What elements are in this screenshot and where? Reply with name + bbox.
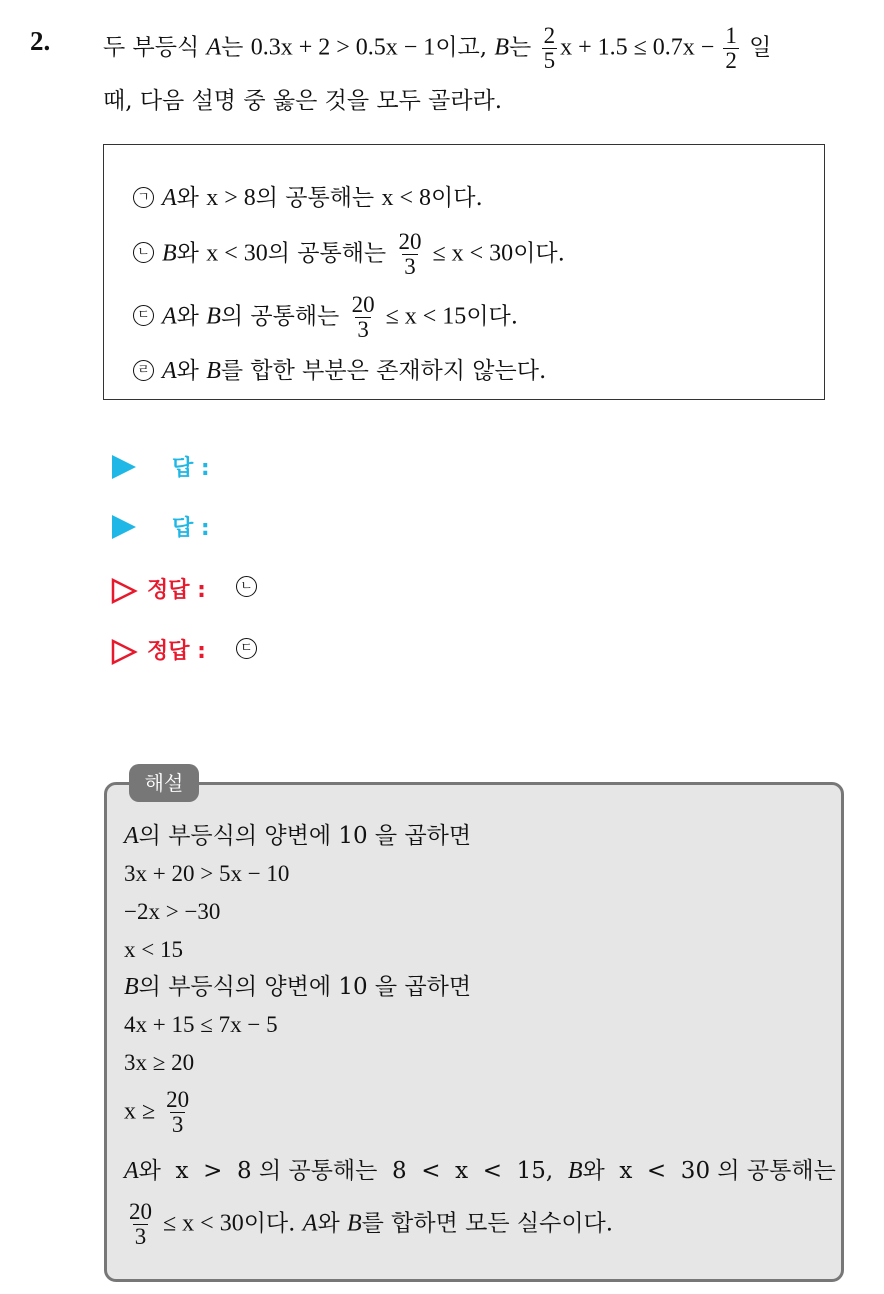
var-b: B [494,34,510,61]
choice-text: A [162,185,177,211]
fraction-numerator: 20 [351,292,375,317]
explanation-text: 를 합하면 모든 실수이다. [361,1210,614,1237]
fraction-denominator: 5 [543,48,556,73]
explanation-math: x ≥ [124,1098,162,1125]
choice-marker: ㄴ [236,576,257,597]
choice-text: 의 공통해는 [267,240,394,267]
explanation-line: 3x + 20 > 5x − 10 [124,861,290,886]
explanation-text: 와 x > 8 의 공통해는 8 < x < 15, [138,1158,568,1184]
choice-marker: ㄱ [133,187,154,208]
question-number: 2. [30,26,51,56]
fraction-numerator: 1 [725,23,737,48]
explanation-text: 이다. [243,1210,303,1237]
answer-label: 답 : [172,456,210,481]
var-b: B [124,974,139,1000]
var-b: B [567,1158,583,1184]
question-text: 이고, [435,34,495,61]
fraction-denominator: 2 [725,48,737,73]
fraction-denominator: 3 [404,254,416,279]
choice-text: 와 [176,240,207,267]
answer-arrow-icon [112,515,136,539]
fraction [127,1200,154,1249]
fraction [164,1088,191,1137]
correct-answer-2 [236,640,265,661]
var-a: A [124,823,139,849]
fraction [396,230,423,279]
choice-text: 와 [176,358,207,384]
fraction-denominator: 3 [134,1224,147,1249]
explanation-line [124,1088,194,1137]
choice-marker: ㄷ [236,638,257,659]
correct-label: 정답 : [147,578,206,603]
fraction-numerator: 20 [166,1087,190,1112]
explanation-line: x < 15 [124,937,183,962]
choice-text: 와 [176,185,207,211]
fraction [542,24,558,73]
var-b: B [346,1210,362,1237]
choice-text: B [162,240,177,267]
question-text: 일 [741,34,772,61]
choice-marker: ㄴ [133,242,154,263]
fraction [350,293,377,342]
explanation-line [124,1154,836,1188]
explanation-line: 4x + 15 ≤ 7x − 5 [124,1012,278,1037]
explanation-line: −2x > −30 [124,899,221,924]
fraction [723,24,739,73]
question-text: 는 [221,34,251,61]
choice-text: 이다. [513,240,565,267]
explanation-math: ≤ x < 30 [157,1210,244,1237]
choice-text: B [206,303,221,330]
correct-arrow-icon [110,638,138,666]
correct-arrow-icon [110,577,138,605]
question-line-2: 때, 다음 설명 중 옳은 것을 모두 골라라. [103,88,503,114]
explanation-text: 의 부등식의 양변에 10 을 곱하면 [138,823,472,849]
var-a: A [302,1210,318,1237]
choice-math: x < 8 [381,185,432,211]
choice-text: 의 공통해는 [255,185,382,211]
choice-text: A [162,358,177,384]
answer-label: 답 : [172,516,210,541]
fraction-denominator: 3 [171,1112,184,1137]
explanation-text: 와 x < 30 의 공통해는 [582,1158,836,1184]
choice-math: x < 30 [206,240,268,267]
var-a: A [206,34,222,61]
choice-text: 이다. [431,185,483,211]
choice-1 [133,181,483,215]
explanation-line: 3x ≥ 20 [124,1050,195,1075]
explanation-tab: 해설 [129,764,199,802]
choice-text: 와 [176,303,207,330]
choice-text: A [162,303,177,330]
explanation-line [124,819,471,853]
choice-math: ≤ x < 15 [379,303,467,330]
fraction-denominator: 3 [357,317,369,342]
correct-label: 정답 : [147,639,206,664]
inequality-b: x + 1.5 ≤ 0.7x − [560,34,721,61]
question-text: 두 부등식 [103,34,207,61]
choice-2 [133,230,565,279]
question-text: 는 [509,34,539,61]
choice-text: 의 공통해는 [220,303,347,330]
inequality-a: 0.3x + 2 > 0.5x − 1 [250,34,436,61]
choice-math: ≤ x < 30 [426,240,514,267]
explanation-text: 의 부등식의 양변에 10 을 곱하면 [138,974,472,1000]
choice-marker: ㄹ [133,360,154,381]
fraction-numerator: 2 [543,23,556,48]
correct-answer-1 [236,578,265,599]
choice-math: x > 8 [206,185,256,211]
explanation-line [124,1200,613,1249]
choice-4 [133,354,546,388]
choice-marker: ㄷ [133,305,154,326]
explanation-text: 와 [317,1210,347,1237]
var-a: A [124,1158,139,1184]
question-line-1 [103,24,771,73]
choice-text: 이다. [466,303,519,330]
explanation-line [124,970,471,1004]
answer-arrow-icon [112,455,136,479]
choice-text: B [206,358,221,384]
choice-3 [133,293,518,342]
fraction-numerator: 20 [129,1199,152,1224]
fraction-numerator: 20 [398,229,422,254]
choice-text: 를 합한 부분은 존재하지 않는다. [220,358,547,384]
